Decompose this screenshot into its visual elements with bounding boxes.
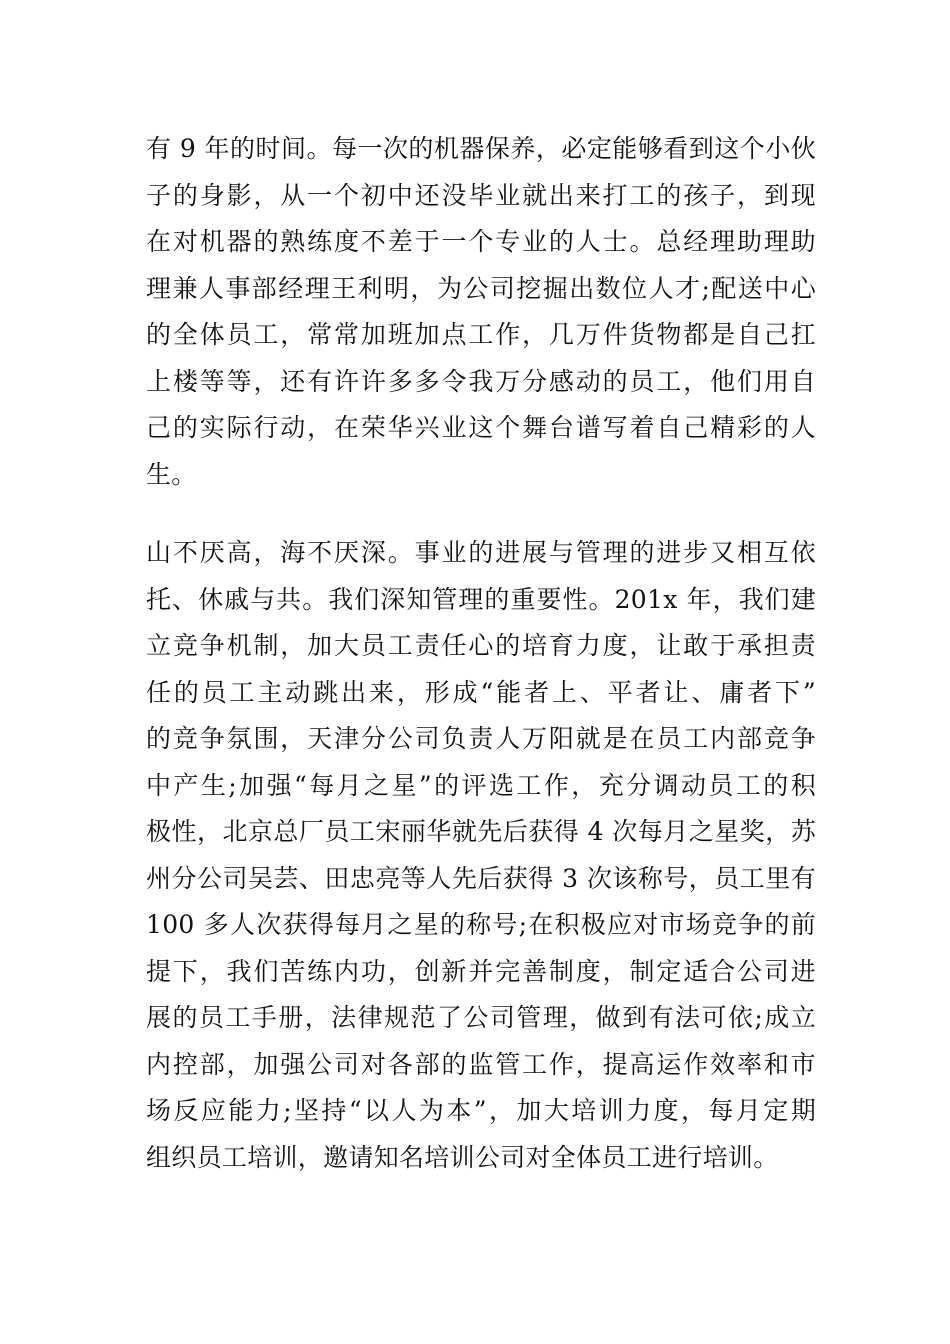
paragraph-line: 有 9 年的时间。每一次的机器保养，必定能够看到这个小伙: [146, 134, 816, 163]
paragraph-line: 的竞争氛围，天津分公司负责人万阳就是在员工内部竞争: [146, 724, 816, 753]
paragraph-line: 山不厌高，海不厌深。事业的进展与管理的进步又相互依: [146, 538, 816, 567]
paragraph-line: 州分公司吴芸、田忠亮等人先后获得 3 次该称号，员工里有: [146, 863, 816, 893]
paragraph-line: 理兼人事部经理王利明，为公司挖掘出数位人才;配送中心: [146, 273, 816, 303]
paragraph-line: 展的员工手册，法律规范了公司管理，做到有法可依;成立: [146, 1003, 816, 1032]
paragraph-line: 场反应能力;坚持“以人为本”，加大培训力度，每月定期: [146, 1096, 816, 1125]
paragraph-line: 的全体员工，常常加班加点工作，几万件货物都是自己扛: [146, 320, 816, 349]
paragraph-line: 生。: [146, 459, 197, 489]
paragraph-line: 子的身影，从一个初中还没毕业就出来打工的孩子，到现: [146, 180, 816, 210]
paragraph-line: 100 多人次获得每月之星的称号;在积极应对市场竞争的前: [146, 910, 816, 939]
paragraph-line: 组织员工培训，邀请知名培训公司对全体员工进行培训。: [146, 1142, 779, 1172]
paragraph-line: 托、休戚与共。我们深知管理的重要性。201x 年，我们建: [146, 584, 816, 614]
paragraph-line: 在对机器的熟练度不差于一个专业的人士。总经理助理助: [146, 227, 816, 256]
paragraph-line: 中产生;加强“每月之星”的评选工作，充分调动员工的积: [146, 770, 816, 800]
paragraph-line: 任的员工主动跳出来，形成“能者上、平者让、庸者下”: [146, 677, 816, 707]
paragraph-line: 立竞争机制，加大员工责任心的培育力度，让敢于承担责: [146, 631, 816, 660]
paragraph-line: 上楼等等，还有许许多多令我万分感动的员工，他们用自: [146, 366, 816, 396]
paragraph-line: 己的实际行动，在荣华兴业这个舞台谱写着自己精彩的人: [146, 413, 816, 442]
paragraph-1: [146, 126, 816, 498]
paragraph-line: 提下，我们苦练内功，创新并完善制度，制定适合公司进: [146, 956, 816, 986]
paragraph-2: [146, 530, 816, 1181]
paragraph-line: 极性，北京总厂员工宋丽华就先后获得 4 次每月之星奖，苏: [146, 817, 816, 846]
paragraph-line: 内控部，加强公司对各部的监管工作，提高运作效率和市: [146, 1049, 816, 1079]
